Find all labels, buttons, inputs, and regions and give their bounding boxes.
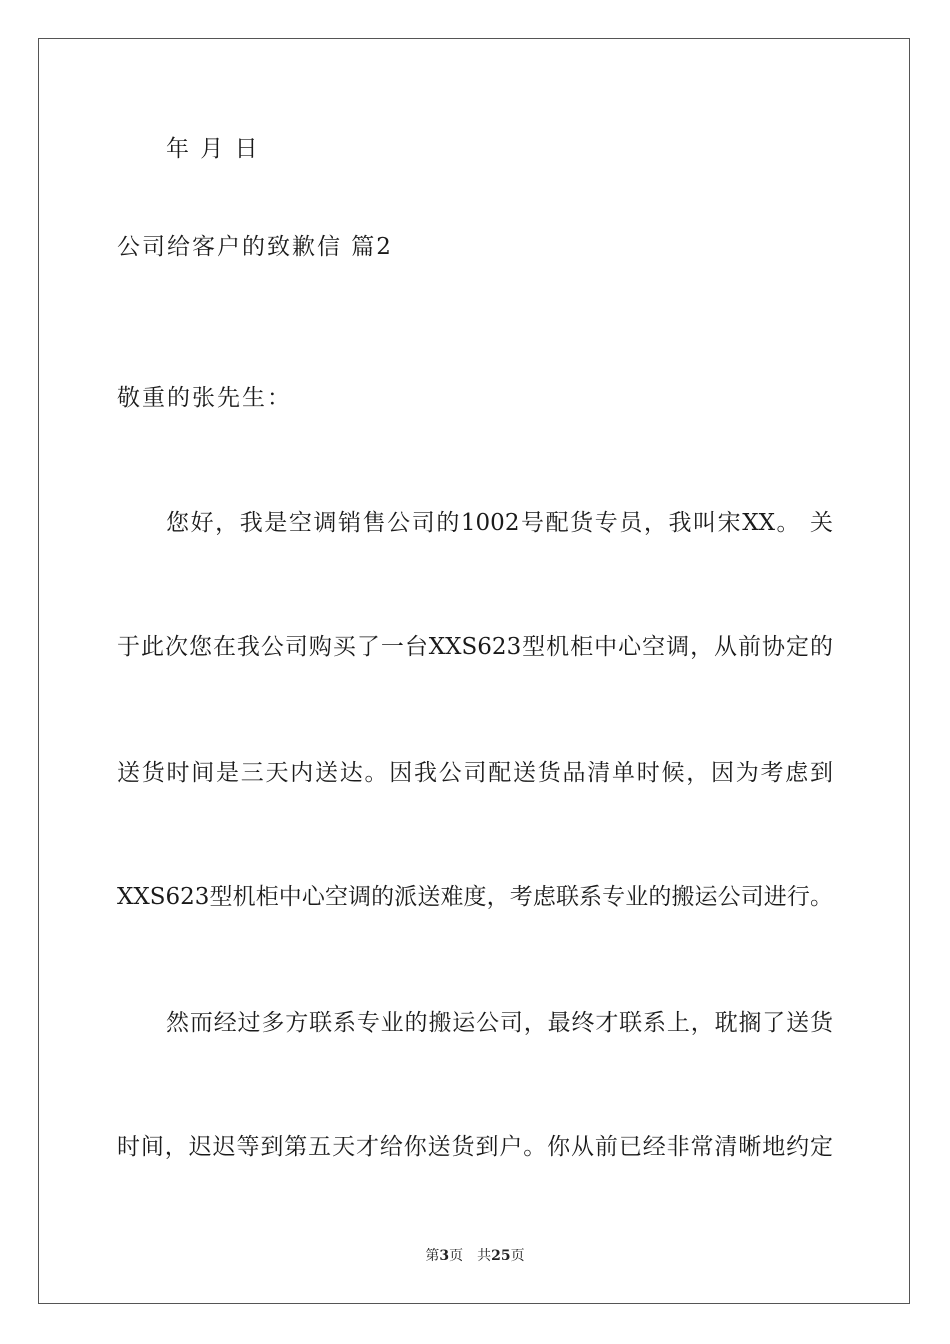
paragraph-line: 您好，我是空调销售公司的1002号配货专员，我叫宋XX。 关 bbox=[166, 510, 833, 536]
date-line: 年 月 日 bbox=[166, 136, 260, 162]
total-pages: 25 bbox=[491, 1248, 511, 1264]
page-suffix: 页 bbox=[449, 1248, 464, 1264]
page-footer bbox=[0, 1247, 950, 1265]
total-prefix: 共 bbox=[477, 1248, 492, 1264]
section-title: 公司给客户的致歉信 篇2 bbox=[117, 234, 393, 260]
total-suffix: 页 bbox=[510, 1248, 525, 1264]
paragraph-line: 于此次您在我公司购买了一台XXS623型机柜中心空调，从前协定的 bbox=[117, 634, 833, 660]
page-number: 3 bbox=[439, 1248, 450, 1264]
paragraph-line: XXS623型机柜中心空调的派送难度，考虑联系专业的搬运公司进行。 bbox=[117, 884, 833, 910]
page-border bbox=[38, 38, 910, 1304]
paragraph-line: 然而经过多方联系专业的搬运公司，最终才联系上，耽搁了送货 bbox=[166, 1010, 833, 1036]
salutation: 敬重的张先生： bbox=[117, 385, 292, 411]
paragraph-line: 送货时间是三天内送达。因我公司配送货品清单时候，因为考虑到 bbox=[117, 760, 833, 786]
paragraph-line: 时间，迟迟等到第五天才给你送货到户。你从前已经非常清晰地约定 bbox=[117, 1134, 833, 1160]
page-prefix: 第 bbox=[425, 1248, 440, 1264]
